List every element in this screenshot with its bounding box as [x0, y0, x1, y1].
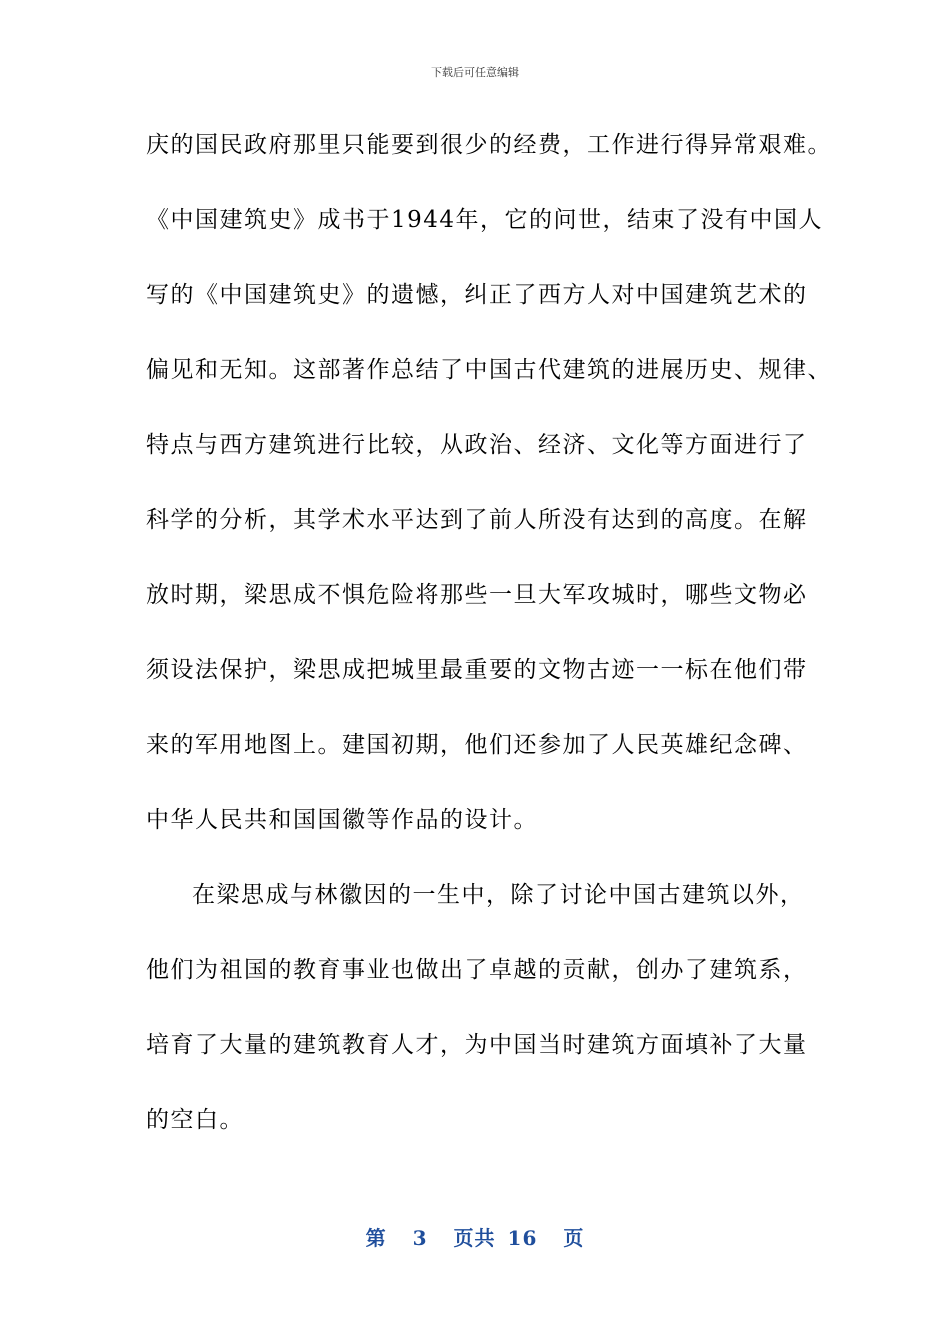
- text-line: 他们为祖国的教育事业也做出了卓越的贡献，创办了建筑系，: [146, 957, 808, 983]
- page-footer: [0, 1224, 950, 1252]
- text-line: 来的军用地图上。建国初期，他们还参加了人民英雄纪念碑、: [146, 732, 808, 758]
- text-line: 庆的国民政府那里只能要到很少的经费，工作进行得异常艰难。: [146, 132, 832, 158]
- document-body: [146, 122, 832, 1172]
- footer-prefix: 第: [365, 1226, 387, 1250]
- text-line: 偏见和无知。这部著作总结了中国古代建筑的进展历史、规律、: [146, 357, 832, 383]
- text-line: 写的《中国建筑史》的遗憾，纠正了西方人对中国建筑艺术的: [146, 282, 808, 308]
- text-line: 《中国建筑史》成书于1944年，它的问世，结束了没有中国人: [146, 207, 824, 233]
- text-line: 的空白。: [146, 1107, 244, 1133]
- total-pages-number: 16: [507, 1226, 538, 1250]
- page-header-note: 下载后可任意编辑: [431, 66, 519, 79]
- text-line: 特点与西方建筑进行比较，从政治、经济、文化等方面进行了: [146, 432, 808, 458]
- footer-suffix: 页: [563, 1226, 585, 1250]
- text-line: 中华人民共和国国徽等作品的设计。: [146, 807, 538, 833]
- current-page-number: 3: [412, 1226, 428, 1250]
- text-line: 科学的分析，其学术水平达到了前人所没有达到的高度。在解: [146, 507, 808, 533]
- text-line: 培育了大量的建筑教育人才，为中国当时建筑方面填补了大量: [146, 1032, 808, 1058]
- text-line: 须设法保护，梁思成把城里最重要的文物古迹一一标在他们带: [146, 657, 808, 683]
- footer-middle: 页共: [453, 1226, 496, 1250]
- text-line: 放时期，梁思成不惧危险将那些一旦大军攻城时，哪些文物必: [146, 582, 808, 608]
- text-line-paragraph-start: 在梁思成与林徽因的一生中，除了讨论中国古建筑以外，: [192, 882, 805, 908]
